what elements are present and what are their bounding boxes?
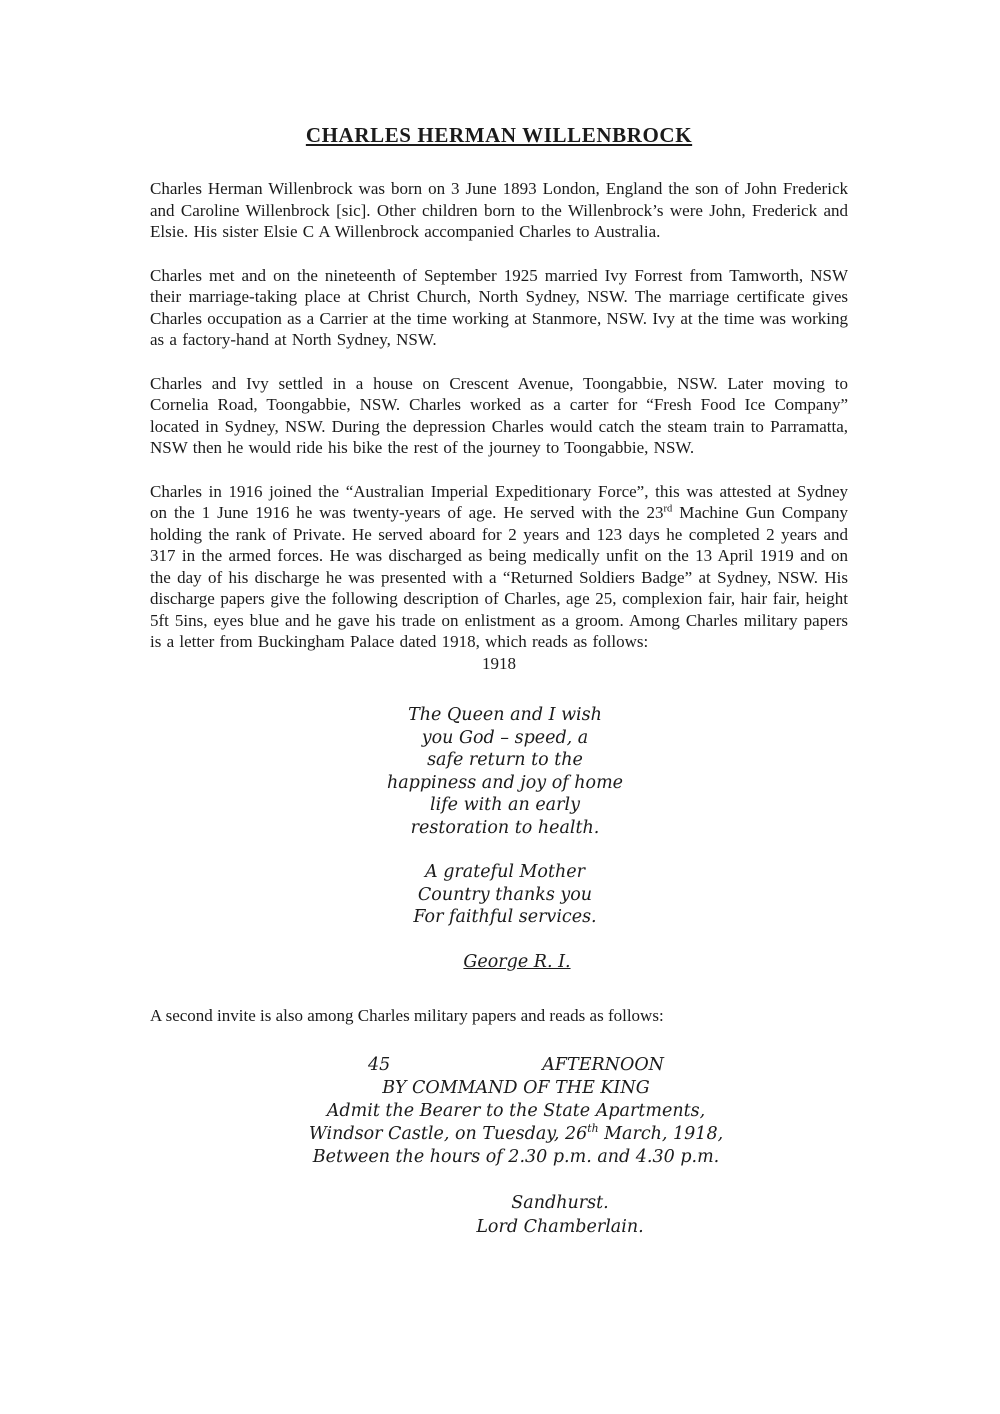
letter-line: For faithful services. — [413, 907, 597, 927]
ordinal-suffix-26th: th — [587, 1121, 599, 1135]
invite-line: BY COMMAND OF THE KING — [382, 1077, 650, 1098]
invite-date-end: March, 1918, — [598, 1123, 724, 1144]
letter-line: restoration to health. — [410, 817, 600, 838]
paragraph-residence: Charles and Ivy settled in a house on Crescent Avenue, Toongabbie, NSW. Later moving to Cornelia Road, Toongabbie, NSW. Charles worked as a carter for “Fresh Food Ice Company” located in Sydney, NSW. During the depression Charles would catch the steam train to Parramatta, NSW then he would ride his bike the rest of the journey to Toongabbie, NSW. — [150, 373, 848, 457]
paragraph-birth: Charles Herman Willenbrock was born on 3 June 1893 London, England the son of John Frederick and Caroline Willenbrock [sic]. Other children born to the Willenbrock’s were John, Frederick and Elsie. His sister Elsie C A Willenbrock accompanied Charles to Australia. — [150, 179, 848, 241]
invite-closing — [272, 1191, 848, 1239]
invite-line — [184, 1123, 848, 1146]
invite-session: AFTERNOON — [542, 1054, 664, 1075]
paragraph-military-text-end: Machine Gun Company holding the rank of Private. He served aboard for 2 years and 123 days he completed 2 years and 317 in the armed forces. He was discharged as being medically unfit on the 13 April 1919 and on the day of his discharge he was presented with a “Returned Soldiers Badge” at Sydney, NSW. His discharge papers give the following description of Charles, age 25, complexion fair, hair fair, height 5ft 5ins, eyes blue and he gave his trade on enlistment as a groom. Among Charles military papers is a letter from Buckingham Palace dated 1918, which reads as follows: — [150, 503, 848, 651]
page-title: CHARLES HERMAN WILLENBROCK — [305, 123, 693, 147]
closing-title: Lord Chamberlain. — [476, 1216, 644, 1237]
invite-line: Admit the Bearer to the State Apartments, — [326, 1100, 706, 1121]
paragraph-military — [150, 481, 848, 653]
paragraph-marriage: Charles met and on the nineteenth of September 1925 married Ivy Forrest from Tamworth, NSW their marriage-taking place at Christ Church, North Sydney, NSW. The marriage certificate gives Charles occupation as a Carrier at the time working at Stanmore, NSW. Ivy at the time was working as a factory-hand at North Sydney, NSW. — [150, 265, 848, 349]
closing-name: Sandhurst. — [511, 1192, 609, 1213]
letter-line: happiness and joy of home — [386, 772, 624, 793]
letter-year: 1918 — [482, 653, 516, 673]
invite-header-row — [368, 1054, 664, 1077]
invite-card — [184, 1054, 848, 1169]
invite-line: Between the hours of 2.30 p.m. and 4.30 p.m. — [312, 1146, 720, 1167]
spacer — [150, 1169, 848, 1191]
letter-signature: George R. I. — [463, 951, 571, 972]
ordinal-suffix-23rd: rd — [663, 503, 673, 515]
palace-letter-gratitude — [162, 861, 848, 929]
paragraph-military-text-start: Charles in 1916 joined the “Australian Imperial Expeditionary Force”, this was attested at Sydney on the 1 June 1916 he was twenty-years of age. He served with the 23 — [150, 481, 848, 522]
letter-line: safe return to the — [427, 750, 583, 770]
invite-intro: A second invite is also among Charles military papers and reads as follows: — [150, 1006, 664, 1025]
letter-line: you God – speed, a — [421, 727, 589, 748]
letter-line: Country thanks you — [417, 884, 593, 905]
letter-line: life with an early — [430, 795, 580, 815]
letter-line: The Queen and I wish — [408, 705, 602, 725]
letter-line: A grateful Mother — [425, 862, 585, 882]
spacer — [150, 929, 848, 951]
invite-date-start: Windsor Castle, on Tuesday, 26 — [308, 1123, 588, 1144]
palace-letter-body — [162, 704, 848, 839]
invite-number: 45 — [368, 1054, 391, 1075]
letter-signature-row — [186, 951, 848, 974]
spacer — [150, 839, 848, 861]
